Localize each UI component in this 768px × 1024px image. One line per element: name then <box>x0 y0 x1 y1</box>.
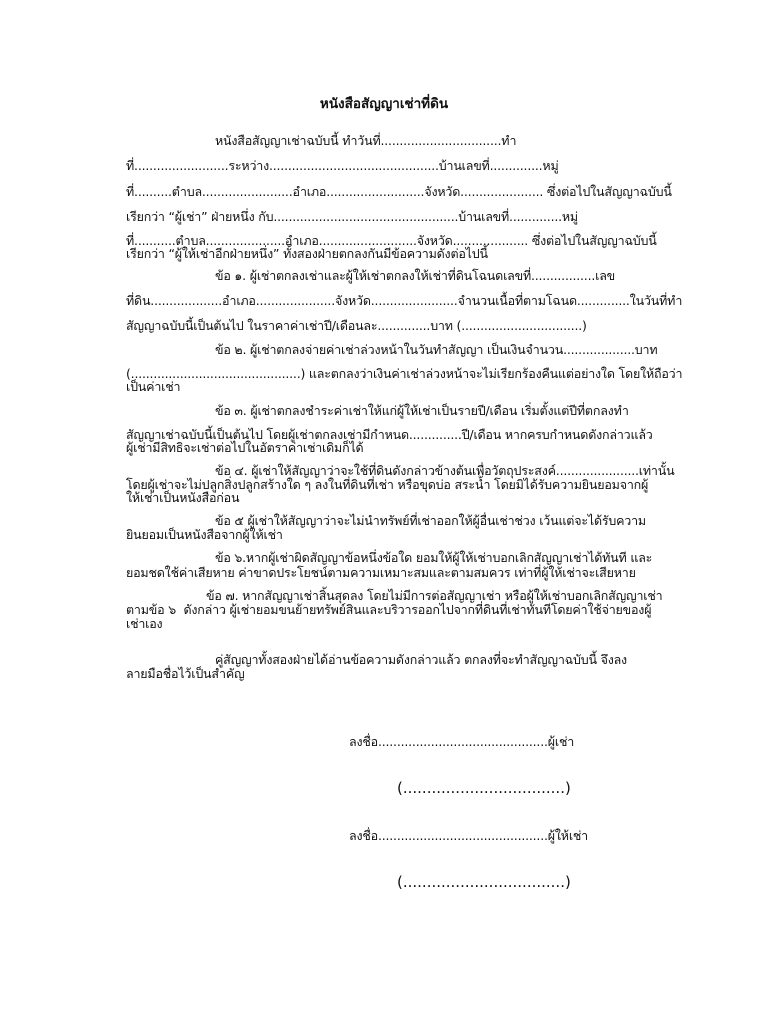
clause-line: ข้อ ๓. ผู้เช่าตกลงชำระค่าเช่าให้แก่ผู้ให้เช่าเป็นรายปี/เดือน เริ่มตั้งแต่ปีที่ตกลงทำ <box>215 403 629 418</box>
lessor-name-blank: (..................................) <box>397 873 571 891</box>
clause-line: ข้อ ๔. ผู้เช่าให้สัญญาว่าจะใช้ที่ดินดังกล่าวข้างต้นเพื่อวัตถุประสงค์......................เท่านั้น <box>215 463 675 478</box>
clause-line: ข้อ ๒. ผู้เช่าตกลงจ่ายค่าเช่าล่วงหน้าในวันทำสัญญา เป็นเงินจำนวน...................บาท <box>215 342 658 357</box>
body-line: สัญญาฉบับนี้เป็นต้นไป ในราคาค่าเช่าปี/เดือนละ..............บาท (................................) <box>126 318 587 333</box>
body-line: ตามข้อ ๖ ดังกล่าว ผู้เช่ายอมขนย้ายทรัพย์สินและบริวารออกไปจากที่ดินที่เช่าทันทีโดยค่าใช้จ่ายของผู้ <box>126 602 652 617</box>
clause-line: ข้อ ๑. ผู้เช่าตกลงเช่าและผู้ให้เช่าตกลงให้เช่าที่ดินโฉนดเลขที่.................เลข <box>215 268 616 283</box>
clause-line: ข้อ ๗. หากสัญญาเช่าสิ้นสุดลง โดยไม่มีการต่อสัญญาเช่า หรือผู้ให้เช่าบอกเลิกสัญญาเช่า <box>206 588 663 603</box>
body-line: ที่..........ตำบล........................อำเภอ..........................จังหวัด...................... ซึ่งต่อไปในสัญญาฉบับนี้ <box>126 184 672 199</box>
body-line: สัญญาเช่าฉบับนี้เป็นต้นไป โดยผู้เช่าตกลงเช่ามีกำหนด..............ปี/เดือน หากครบกำหนดดังกล่าวแล้ว <box>126 427 653 442</box>
clause-line: ข้อ ๕ ผู้เช่าให้สัญญาว่าจะไม่นำทรัพย์ที่เช่าออกให้ผู้อื่นเช่าช่วง เว้นแต่จะได้รับความ <box>215 513 646 528</box>
document-title: หนังสือสัญญาเช่าที่ดิน <box>319 96 449 112</box>
body-line: โดยผู้เช่าจะไม่ปลูกสิ่งปลูกสร้างใด ๆ ลงในที่ดินที่เช่า หรือขุดบ่อ สระน้ำ โดยมิได้รับความยินยอมจากผู้ <box>126 477 649 492</box>
tenant-signature-line: ลงชื่อ.............................................ผู้เช่า <box>349 734 575 749</box>
body-line: ให้เช่าเป็นหนังสือก่อน <box>126 490 240 505</box>
lessor-signature-line: ลงชื่อ.............................................ผู้ให้เช่า <box>349 828 589 843</box>
body-line: ที่.........................ระหว่าง.............................................บ้านเลขที่..............หมู่ <box>126 158 559 173</box>
body-line: ยินยอมเป็นหนังสือจากผู้ให้เช่า <box>126 527 283 542</box>
closing-line: คู่สัญญาทั้งสองฝ่ายได้อ่านข้อความดังกล่าวแล้ว ตกลงที่จะทำสัญญาฉบับนี้ จึงลง <box>215 652 627 667</box>
closing-line: ลายมือชื่อไว้เป็นสำคัญ <box>126 666 245 681</box>
body-line: เช่าเอง <box>126 616 163 631</box>
body-line: เป็นค่าเช่า <box>126 379 181 394</box>
body-line: ที่ดิน...................อำเภอ.....................จังหวัด.......................จำนวนเนื้อที่ตามโฉนด..............ในวันที่ทำ <box>126 293 683 308</box>
body-line: หนังสือสัญญาเช่าฉบับนี้ ทำวันที่................................ทำ <box>215 133 517 148</box>
tenant-name-blank: (..................................) <box>397 779 571 797</box>
body-line: ผู้เช่ามีสิทธิจะเช่าต่อไปในอัตราค่าเช่าเดิมก็ได้ <box>126 440 364 455</box>
body-line: (.............................................) และตกลงว่าเงินค่าเช่าล่วงหน้าจะไม่เรียกร้องคืนแต่อย่างใด โดยให้ถือว่า <box>126 366 683 381</box>
body-line: เรียกว่า “ผู้ให้เช่าอีกฝ่ายหนึ่ง” ทั้งสองฝ่ายตกลงกันมีข้อความดังต่อไปนี้ <box>126 246 488 261</box>
clause-line: ข้อ ๖.หากผู้เช่าผิดสัญญาข้อหนึ่งข้อใด ยอมให้ผู้ให้เช่าบอกเลิกสัญญาเช่าได้ทันที และ <box>215 550 653 565</box>
body-line: ยอมชดใช้ค่าเสียหาย ค่าขาดประโยชน์ตามความเหมาะสมและตามสมควร เท่าที่ผู้ให้เช่าจะเสียหาย <box>126 565 636 580</box>
body-line: เรียกว่า “ผู้เช่า” ฝ่ายหนึ่ง กับ.................................................บ้านเลขที่..............หมู่ <box>126 209 578 224</box>
body-line: ที่...........ตำบล.....................อำเภอ..........................จังหวัด.................... ซึ่งต่อไปในสัญญาฉบับนี้ <box>126 233 657 248</box>
